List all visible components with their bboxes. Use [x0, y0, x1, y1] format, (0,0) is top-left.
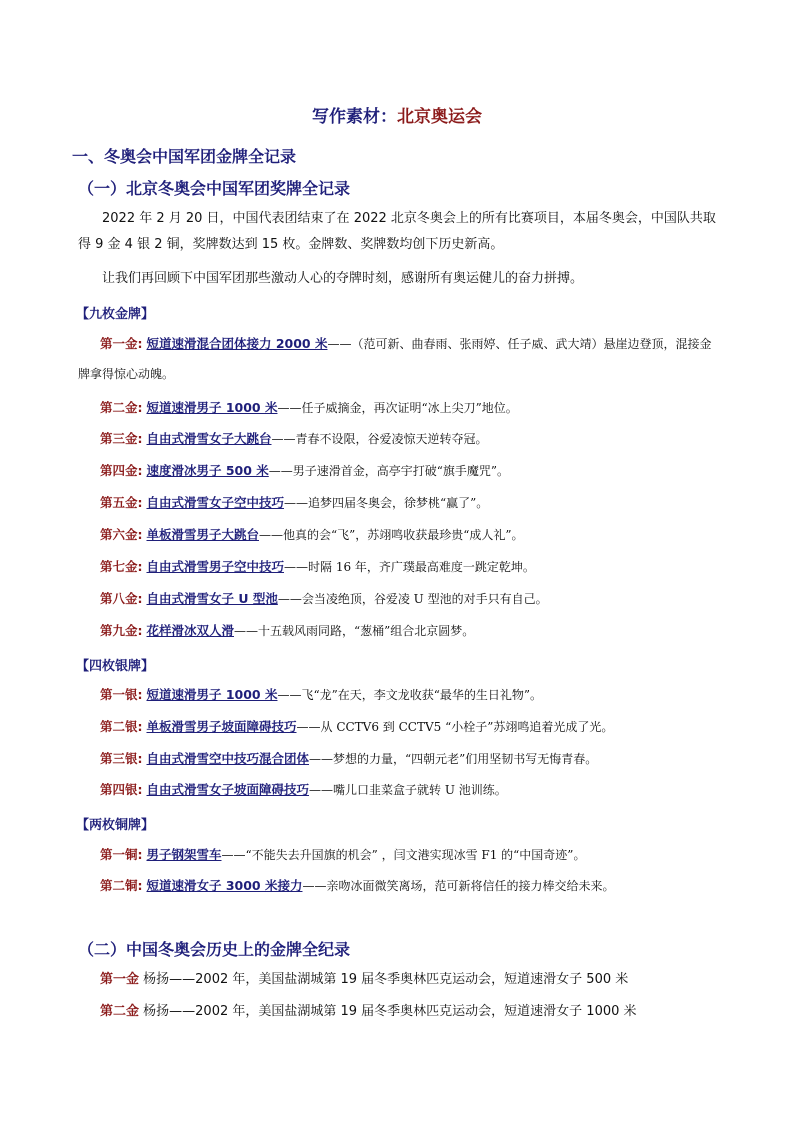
silver-desc: ——飞“龙”在天，李文龙收获“最华的生日礼物”。 — [277, 688, 543, 702]
silver-item-1 — [78, 680, 718, 710]
gold-label: 第六金: — [100, 527, 143, 542]
silver-event: 自由式滑雪女子坡面障碍技巧 — [146, 782, 309, 797]
gold-event: 短道速滑男子 1000 米 — [146, 400, 278, 415]
gold-desc: ——任子威摘金，再次证明“冰上尖刀”地位。 — [277, 401, 518, 415]
gold-item-6 — [78, 520, 718, 550]
gold-event: 短道速滑混合团体接力 2000 米 — [146, 336, 328, 351]
gold-item-5 — [78, 488, 718, 518]
gold-desc: ——追梦四届冬奥会，徐梦桃“赢了”。 — [284, 496, 489, 510]
gold-label: 第九金: — [100, 623, 143, 638]
gold-item-1 — [78, 329, 718, 389]
gold-event: 自由式滑雪女子空中技巧 — [146, 495, 284, 510]
gold-item-4 — [78, 456, 718, 486]
silver-desc: ——从 CCTV6 到 CCTV5 “小栓子”苏翊鸣追着光成了光。 — [296, 720, 614, 734]
gold-item-2 — [78, 393, 718, 423]
silver-label: 第三银: — [100, 751, 143, 766]
gold-desc: ——青春不设限，谷爱凌惊天逆转夺冠。 — [271, 432, 488, 446]
bronze-event: 男子钢架雪车 — [146, 847, 222, 862]
silver-item-4 — [78, 775, 718, 805]
record-item-2 — [78, 999, 718, 1025]
gold-label: 第五金: — [100, 495, 143, 510]
record-text: 杨扬——2002 年，美国盐湖城第 19 届冬季奥林匹克运动会，短道速滑女子 1000 米 — [139, 1004, 637, 1019]
gold-event: 自由式滑雪女子大跳台 — [146, 431, 272, 446]
gold-desc: ——十五载风雨同路，“葱桶”组合北京圆梦。 — [234, 624, 475, 638]
silver-desc: ——嘴儿口韭菜盒子就转 U 池训练。 — [309, 783, 507, 797]
silver-item-3 — [78, 744, 718, 774]
silver-label: 第二银: — [100, 719, 143, 734]
gold-item-9 — [78, 616, 718, 646]
gold-desc: ——会当凌绝顶，谷爱凌 U 型池的对手只有自己。 — [277, 592, 548, 606]
title-prefix: 写作素材： — [312, 107, 397, 127]
silver-item-2 — [78, 712, 718, 742]
gold-label: 第一金: — [100, 336, 143, 351]
gold-desc: ——男子速滑首金，高亭宇打破“旗手魔咒”。 — [268, 464, 510, 478]
silver-label: 第一银: — [100, 687, 143, 702]
gold-event: 速度滑冰男子 500 米 — [146, 463, 269, 478]
bronze-medal-header: 【两枚铜牌】 — [76, 818, 155, 833]
gold-desc: ——（范可新、曲春雨、张雨婷、任子威、武大靖）悬崖边登顶，混接金牌拿得惊心动魄。 — [78, 337, 712, 381]
section-heading-1: 一、冬奥会中国军团金牌全记录 — [72, 147, 297, 166]
intro-paragraph-2: 让我们再回顾下中国军团那些激动人心的夺牌时刻，感谢所有奥运健儿的奋力拼搏。 — [102, 271, 584, 286]
gold-label: 第四金: — [100, 463, 143, 478]
gold-desc: ——他真的会“飞”，苏翊鸣收获最珍贵“成人礼”。 — [259, 528, 524, 542]
page-title — [0, 102, 794, 127]
silver-event: 自由式滑雪空中技巧混合团体 — [146, 751, 309, 766]
record-label: 第一金 — [100, 972, 140, 987]
gold-item-7 — [78, 552, 718, 582]
silver-event: 短道速滑男子 1000 米 — [146, 687, 278, 702]
gold-medal-header: 【九枚金牌】 — [76, 307, 155, 322]
gold-item-8 — [78, 584, 718, 614]
silver-desc: ——梦想的力量，“四朝元老”们用坚韧书写无悔青春。 — [309, 752, 598, 766]
bronze-item-1 — [78, 840, 718, 870]
silver-label: 第四银: — [100, 782, 143, 797]
gold-item-3 — [78, 424, 718, 454]
gold-event: 自由式滑雪男子空中技巧 — [146, 559, 284, 574]
bronze-desc: ——亲吻冰面微笑离场，范可新将信任的接力棒交给未来。 — [302, 879, 615, 893]
bronze-label: 第一铜: — [100, 847, 143, 862]
bronze-label: 第二铜: — [100, 878, 143, 893]
record-item-1 — [78, 967, 718, 993]
silver-medal-header: 【四枚银牌】 — [76, 659, 155, 674]
gold-label: 第二金: — [100, 400, 143, 415]
bronze-item-2 — [78, 871, 718, 901]
record-text: 杨扬——2002 年，美国盐湖城第 19 届冬季奥林匹克运动会，短道速滑女子 500 米 — [139, 972, 629, 987]
gold-event: 花样滑冰双人滑 — [146, 623, 234, 638]
gold-event: 单板滑雪男子大跳台 — [146, 527, 259, 542]
gold-desc: ——时隔 16 年，齐广璞最高难度一跳定乾坤。 — [284, 560, 535, 574]
record-label: 第二金 — [100, 1004, 140, 1019]
gold-event: 自由式滑雪女子 U 型池 — [146, 591, 278, 606]
subsection-heading-1: （一）北京冬奥会中国军团奖牌全记录 — [78, 179, 351, 198]
bronze-desc: ——“不能失去升国旗的机会” ，闫文港实现冰雪 F1 的“中国奇迹”。 — [221, 848, 586, 862]
subsection-heading-2: （二）中国冬奥会历史上的金牌全纪录 — [78, 940, 351, 959]
gold-label: 第三金: — [100, 431, 143, 446]
silver-event: 单板滑雪男子坡面障碍技巧 — [146, 719, 297, 734]
bronze-event: 短道速滑女子 3000 米接力 — [146, 878, 303, 893]
gold-label: 第七金: — [100, 559, 143, 574]
gold-label: 第八金: — [100, 591, 143, 606]
intro-paragraph-1: 2022 年 2 月 20 日，中国代表团结束了在 2022 北京冬奥会上的所有比赛项目，本届冬奥会，中国队共取得 9 金 4 银 2 铜，奖牌数达到 15 枚。金牌数、奖牌数均创下历史新高。 — [78, 211, 716, 252]
title-highlight: 北京奥运会 — [397, 107, 482, 127]
